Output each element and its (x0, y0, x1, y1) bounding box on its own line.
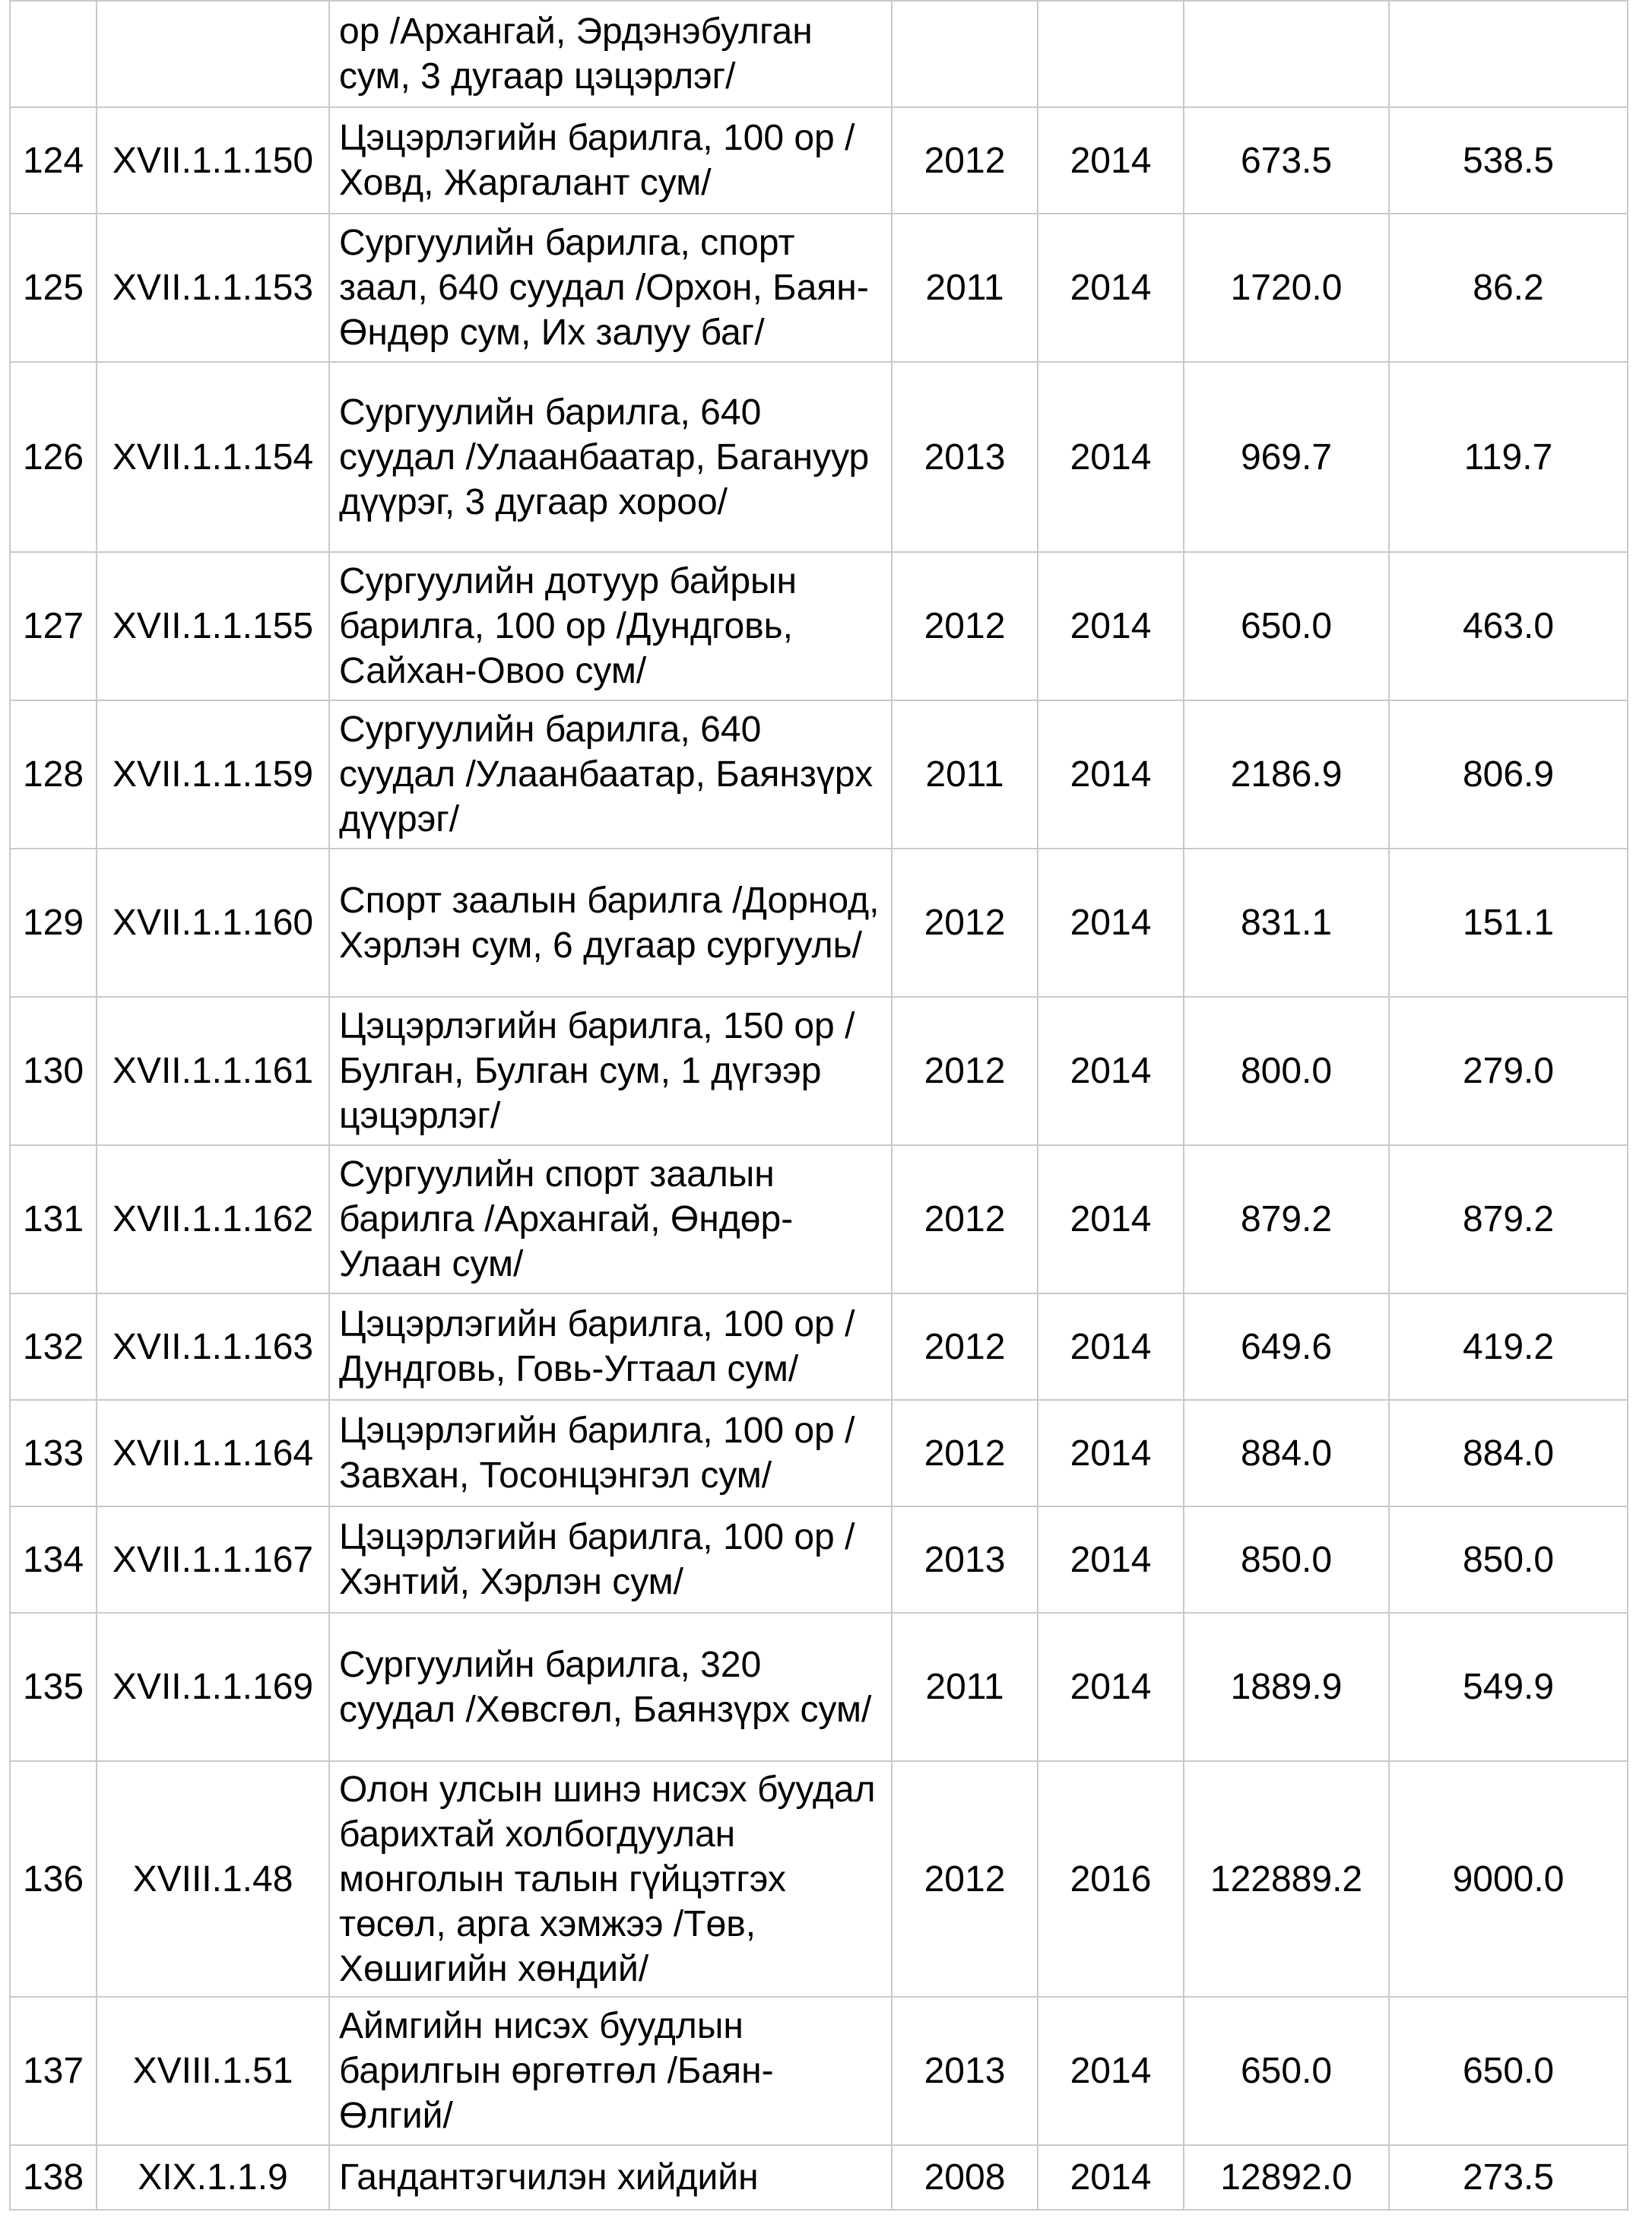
budget-amount: 806.9 (1389, 700, 1628, 849)
budget-amount: 119.7 (1389, 362, 1628, 552)
row-number: 136 (10, 1761, 97, 1997)
row-number: 137 (10, 1997, 97, 2145)
total-cost: 673.5 (1184, 107, 1389, 214)
start-year: 2013 (892, 1506, 1038, 1613)
end-year (1038, 1, 1184, 107)
budget-amount: 879.2 (1389, 1145, 1628, 1293)
table-body (10, 1, 1628, 2210)
project-code: XVII.1.1.153 (97, 214, 329, 362)
total-cost: 879.2 (1184, 1145, 1389, 1293)
row-number: 134 (10, 1506, 97, 1613)
project-description: Сургуулийн барилга, 640 суудал /Улаанбаатар, Баянзүрх дүүрэг/ (329, 700, 892, 849)
project-description: Спорт заалын барилга /Дорнод, Хэрлэн сум, 6 дугаар сургууль/ (329, 849, 892, 997)
budget-amount: 419.2 (1389, 1293, 1628, 1400)
budget-amount: 279.0 (1389, 997, 1628, 1145)
total-cost: 122889.2 (1184, 1761, 1389, 1997)
table-row (10, 1, 1628, 107)
table-row (10, 1400, 1628, 1506)
project-description: Аймгийн нисэх буудлын барилгын өргөтгөл /Баян-Өлгий/ (329, 1997, 892, 2145)
project-code: XVII.1.1.161 (97, 997, 329, 1145)
end-year: 2016 (1038, 1761, 1184, 1997)
end-year: 2014 (1038, 552, 1184, 700)
project-description: Сургуулийн барилга, 640 суудал /Улаанбаатар, Багануур дүүрэг, 3 дугаар хороо/ (329, 362, 892, 552)
start-year: 2012 (892, 1293, 1038, 1400)
budget-amount: 850.0 (1389, 1506, 1628, 1613)
end-year: 2014 (1038, 107, 1184, 214)
row-number: 132 (10, 1293, 97, 1400)
total-cost: 884.0 (1184, 1400, 1389, 1506)
table-row (10, 849, 1628, 997)
budget-amount: 151.1 (1389, 849, 1628, 997)
table-row (10, 2145, 1628, 2210)
total-cost: 649.6 (1184, 1293, 1389, 1400)
budget-amount: 86.2 (1389, 214, 1628, 362)
start-year: 2013 (892, 362, 1038, 552)
project-code: XVII.1.1.150 (97, 107, 329, 214)
end-year: 2014 (1038, 2145, 1184, 2210)
project-code: XVII.1.1.167 (97, 1506, 329, 1613)
row-number: 133 (10, 1400, 97, 1506)
project-description: Гандантэгчилэн хийдийн (329, 2145, 892, 2210)
start-year: 2012 (892, 107, 1038, 214)
end-year: 2014 (1038, 1997, 1184, 2145)
start-year: 2011 (892, 1613, 1038, 1761)
start-year: 2012 (892, 849, 1038, 997)
row-number: 128 (10, 700, 97, 849)
start-year: 2013 (892, 1997, 1038, 2145)
project-code (97, 1, 329, 107)
total-cost: 1720.0 (1184, 214, 1389, 362)
table-row (10, 700, 1628, 849)
table-row (10, 552, 1628, 700)
table-row (10, 1506, 1628, 1613)
budget-amount: 549.9 (1389, 1613, 1628, 1761)
row-number (10, 1, 97, 107)
total-cost: 1889.9 (1184, 1613, 1389, 1761)
table-row (10, 1613, 1628, 1761)
end-year: 2014 (1038, 997, 1184, 1145)
end-year: 2014 (1038, 1400, 1184, 1506)
project-description: Цэцэрлэгийн барилга, 150 ор /Булган, Булган сум, 1 дүгээр цэцэрлэг/ (329, 997, 892, 1145)
project-code: XVII.1.1.155 (97, 552, 329, 700)
project-description: Сургуулийн барилга, спорт заал, 640 суудал /Орхон, Баян-Өндөр сум, Их залуу баг/ (329, 214, 892, 362)
start-year: 2012 (892, 997, 1038, 1145)
start-year: 2012 (892, 1145, 1038, 1293)
project-code: XVII.1.1.163 (97, 1293, 329, 1400)
project-description: Сургуулийн дотуур байрын барилга, 100 ор /Дундговь, Сайхан-Овоо сум/ (329, 552, 892, 700)
end-year: 2014 (1038, 849, 1184, 997)
total-cost: 800.0 (1184, 997, 1389, 1145)
row-number: 131 (10, 1145, 97, 1293)
row-number: 125 (10, 214, 97, 362)
table-row (10, 1997, 1628, 2145)
total-cost: 2186.9 (1184, 700, 1389, 849)
row-number: 126 (10, 362, 97, 552)
project-description: Цэцэрлэгийн барилга, 100 ор /Дундговь, Говь-Угтаал сум/ (329, 1293, 892, 1400)
start-year: 2011 (892, 214, 1038, 362)
budget-amount: 650.0 (1389, 1997, 1628, 2145)
row-number: 135 (10, 1613, 97, 1761)
budget-amount: 463.0 (1389, 552, 1628, 700)
table-row (10, 1145, 1628, 1293)
end-year: 2014 (1038, 214, 1184, 362)
table-row (10, 362, 1628, 552)
end-year: 2014 (1038, 1145, 1184, 1293)
row-number: 124 (10, 107, 97, 214)
project-description: ор /Архангай, Эрдэнэбулган сум, 3 дугаар цэцэрлэг/ (329, 1, 892, 107)
investment-projects-table (9, 0, 1628, 2211)
end-year: 2014 (1038, 1293, 1184, 1400)
total-cost (1184, 1, 1389, 107)
end-year: 2014 (1038, 700, 1184, 849)
start-year: 2008 (892, 2145, 1038, 2210)
start-year: 2011 (892, 700, 1038, 849)
end-year: 2014 (1038, 362, 1184, 552)
project-code: XVIII.1.51 (97, 1997, 329, 2145)
project-code: XVII.1.1.164 (97, 1400, 329, 1506)
budget-amount: 538.5 (1389, 107, 1628, 214)
project-code: XVII.1.1.160 (97, 849, 329, 997)
project-description: Цэцэрлэгийн барилга, 100 ор /Хэнтий, Хэрлэн сум/ (329, 1506, 892, 1613)
table-row (10, 1293, 1628, 1400)
budget-amount (1389, 1, 1628, 107)
end-year: 2014 (1038, 1506, 1184, 1613)
budget-amount: 9000.0 (1389, 1761, 1628, 1997)
row-number: 129 (10, 849, 97, 997)
project-description: Цэцэрлэгийн барилга, 100 ор /Ховд, Жаргалант сум/ (329, 107, 892, 214)
project-description: Сургуулийн спорт заалын барилга /Архангай, Өндөр-Улаан сум/ (329, 1145, 892, 1293)
start-year: 2012 (892, 552, 1038, 700)
project-description: Олон улсын шинэ нисэх буудал барихтай холбогдуулан монголын талын гүйцэтгэх төсөл, арга хэмжээ /Төв, Хөшигийн хөндий/ (329, 1761, 892, 1997)
project-code: XVII.1.1.154 (97, 362, 329, 552)
project-description: Цэцэрлэгийн барилга, 100 ор /Завхан, Тосонцэнгэл сум/ (329, 1400, 892, 1506)
total-cost: 831.1 (1184, 849, 1389, 997)
project-code: XVII.1.1.162 (97, 1145, 329, 1293)
table-row (10, 1761, 1628, 1997)
budget-amount: 273.5 (1389, 2145, 1628, 2210)
total-cost: 650.0 (1184, 552, 1389, 700)
start-year (892, 1, 1038, 107)
row-number: 130 (10, 997, 97, 1145)
project-code: XVII.1.1.169 (97, 1613, 329, 1761)
total-cost: 12892.0 (1184, 2145, 1389, 2210)
project-code: XIX.1.1.9 (97, 2145, 329, 2210)
total-cost: 850.0 (1184, 1506, 1389, 1613)
end-year: 2014 (1038, 1613, 1184, 1761)
start-year: 2012 (892, 1761, 1038, 1997)
total-cost: 650.0 (1184, 1997, 1389, 2145)
row-number: 127 (10, 552, 97, 700)
project-code: XVIII.1.48 (97, 1761, 329, 1997)
row-number: 138 (10, 2145, 97, 2210)
project-code: XVII.1.1.159 (97, 700, 329, 849)
total-cost: 969.7 (1184, 362, 1389, 552)
project-description: Сургуулийн барилга, 320 суудал /Хөвсгөл, Баянзүрх сум/ (329, 1613, 892, 1761)
start-year: 2012 (892, 1400, 1038, 1506)
table-row (10, 107, 1628, 214)
table-row (10, 214, 1628, 362)
table-row (10, 997, 1628, 1145)
budget-amount: 884.0 (1389, 1400, 1628, 1506)
